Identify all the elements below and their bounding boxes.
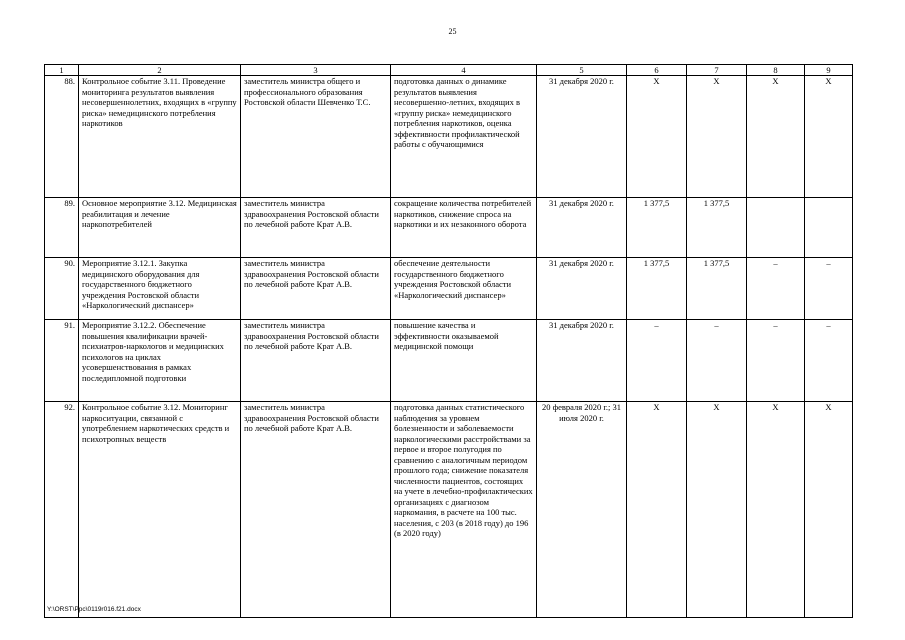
table-row <box>45 320 853 402</box>
responsible-person: заместитель министра здравоохранения Ростовской области по лечебной работе Крат А.В. <box>241 320 391 402</box>
header-cell: 4 <box>391 65 537 76</box>
table-header-row <box>45 65 853 76</box>
row-number: 88. <box>45 76 79 198</box>
deadline: 31 декабря 2020 г. <box>537 76 627 198</box>
deadline: 31 декабря 2020 г. <box>537 198 627 258</box>
header-cell: 9 <box>805 65 853 76</box>
row-number: 91. <box>45 320 79 402</box>
value-col6: X <box>627 76 687 198</box>
expected-result: подготовка данных статистического наблюдения за уровнем болезненности и заболеваемости наркологическими расстройствами за первое и второе полугодия по сравнению с аналогичным периодом прошлого года; снижение показателя численности пациентов, состоящих на учете в лечебно-профилактических организациях с диагнозом наркомания, в расчете на 100 тыс. населения, с 203 (в 2018 году) до 196 (в 2020 году) <box>391 402 537 618</box>
value-col9: X <box>805 76 853 198</box>
activity-name: Мероприятие 3.12.1. Закупка медицинского оборудования для государственного бюджетного учреждения Ростовской области «Наркологический диспансер» <box>79 258 241 320</box>
value-col9 <box>805 198 853 258</box>
expected-result: повышение качества и эффективности оказываемой медицинской помощи <box>391 320 537 402</box>
value-col9: X <box>805 402 853 618</box>
value-col6: 1 377,5 <box>627 198 687 258</box>
header-cell: 8 <box>747 65 805 76</box>
value-col6: – <box>627 320 687 402</box>
row-number: 90. <box>45 258 79 320</box>
value-col7: 1 377,5 <box>687 258 747 320</box>
header-cell: 6 <box>627 65 687 76</box>
responsible-person: заместитель министра здравоохранения Ростовской области по лечебной работе Крат А.В. <box>241 258 391 320</box>
value-col8 <box>747 198 805 258</box>
deadline: 20 февраля 2020 г.; 31 июля 2020 г. <box>537 402 627 618</box>
header-cell: 7 <box>687 65 747 76</box>
value-col8: X <box>747 76 805 198</box>
value-col9: – <box>805 320 853 402</box>
value-col8: – <box>747 258 805 320</box>
value-col7: – <box>687 320 747 402</box>
table-row <box>45 258 853 320</box>
table-row <box>45 402 853 618</box>
row-number: 89. <box>45 198 79 258</box>
activity-name: Мероприятие 3.12.2. Обеспечение повышения квалификации врачей-психиатров-наркологов и медицинских психологов на циклах усовершенствования в рамках последипломной подготовки <box>79 320 241 402</box>
value-col6: 1 377,5 <box>627 258 687 320</box>
value-col7: X <box>687 76 747 198</box>
page-number: 25 <box>448 27 457 36</box>
deadline: 31 декабря 2020 г. <box>537 258 627 320</box>
expected-result: обеспечение деятельности государственного бюджетного учреждения Ростовской области «Наркологический диспансер» <box>391 258 537 320</box>
value-col6: X <box>627 402 687 618</box>
activity-name: Контрольное событие 3.12. Мониторинг наркоситуации, связанной с употреблением наркотических средств и психотропных веществ <box>79 402 241 618</box>
value-col7: X <box>687 402 747 618</box>
plan-table <box>44 64 853 618</box>
table-row <box>45 198 853 258</box>
activity-name: Основное мероприятие 3.12. Медицинская реабилитация и лечение наркопотребителей <box>79 198 241 258</box>
header-cell: 2 <box>79 65 241 76</box>
value-col8: X <box>747 402 805 618</box>
header-cell: 1 <box>45 65 79 76</box>
expected-result: сокращение количества потребителей наркотиков, снижение спроса на наркотики и их незаконного оборота <box>391 198 537 258</box>
responsible-person: заместитель министра здравоохранения Ростовской области по лечебной работе Крат А.В. <box>241 402 391 618</box>
expected-result: подготовка данных о динамике результатов выявления несовершенно-летних, входящих в «группу риска» немедицинского потребления наркотиков, оценка эффективности профилактической работы с обучающимися <box>391 76 537 198</box>
value-col7: 1 377,5 <box>687 198 747 258</box>
activity-name: Контрольное событие 3.11. Проведение мониторинга результатов выявления несовершеннолетних, входящих в «группу риска» немедицинского потребления наркотиков <box>79 76 241 198</box>
responsible-person: заместитель министра здравоохранения Ростовской области по лечебной работе Крат А.В. <box>241 198 391 258</box>
header-cell: 3 <box>241 65 391 76</box>
value-col8: – <box>747 320 805 402</box>
file-path-footer: Y:\ORST\Ppc\0119r016.f21.docx <box>47 606 141 613</box>
deadline: 31 декабря 2020 г. <box>537 320 627 402</box>
value-col9: – <box>805 258 853 320</box>
row-number: 92. <box>45 402 79 618</box>
header-cell: 5 <box>537 65 627 76</box>
responsible-person: заместитель министра общего и профессионального образования Ростовской области Шевченко Т.С. <box>241 76 391 198</box>
table-row <box>45 76 853 198</box>
